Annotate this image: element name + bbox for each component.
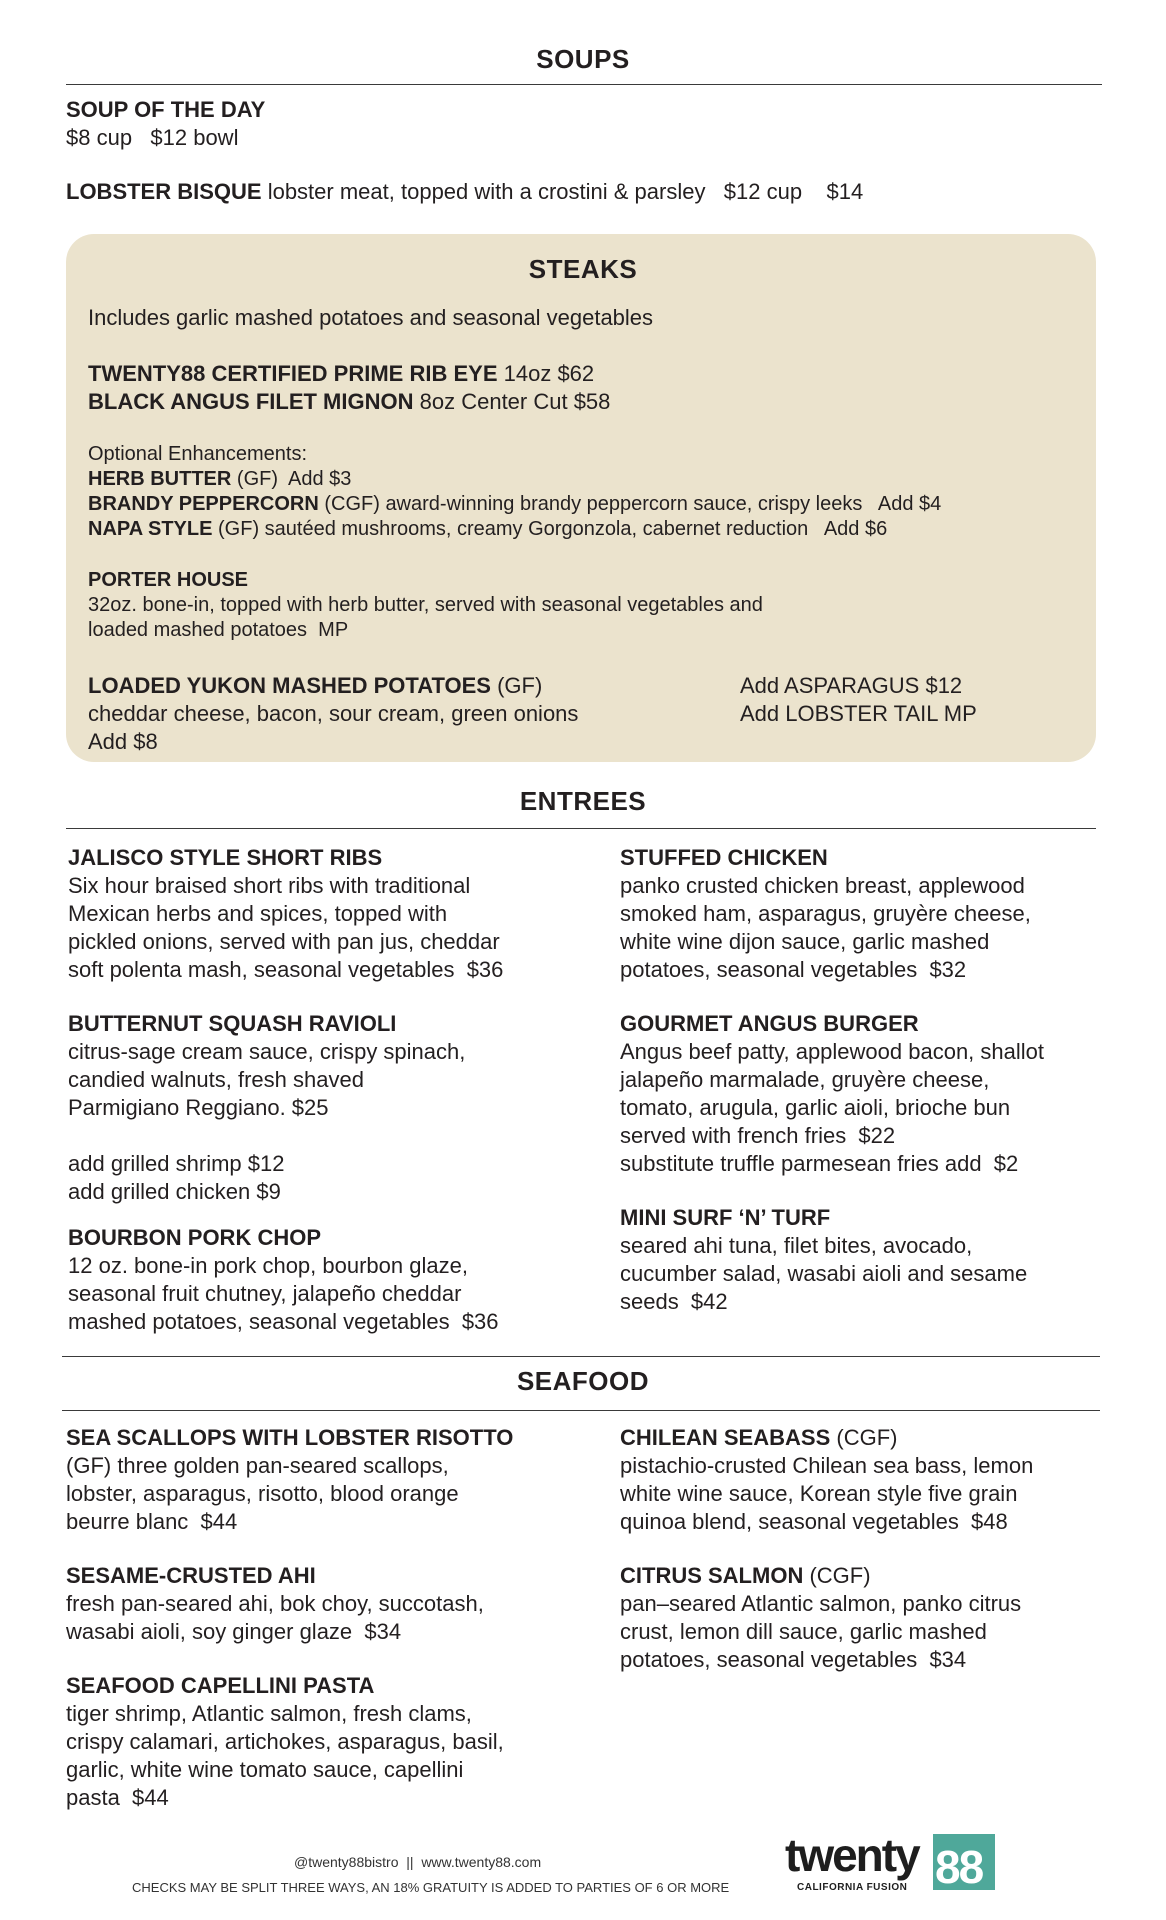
lobster-bisque	[66, 178, 863, 206]
logo-subtitle: CALIFORNIA FUSION	[797, 1882, 908, 1893]
scallops-line: lobster, asparagus, risotto, blood orange	[66, 1481, 459, 1506]
brandy-peppercorn	[88, 492, 941, 517]
soups-rule	[66, 84, 1102, 85]
brandy-name: BRANDY PEPPERCORN	[88, 493, 319, 515]
stuffed-chicken-name: STUFFED CHICKEN	[620, 845, 828, 870]
burger-line: substitute truffle parmesean fries add $2	[620, 1151, 1019, 1176]
pork-chop-line: seasonal fruit chutney, jalapeño cheddar	[68, 1281, 462, 1306]
soup-of-day-name: SOUP OF THE DAY	[66, 97, 266, 122]
add-asparagus: Add ASPARAGUS $12	[740, 673, 963, 698]
seafood-top-rule	[62, 1356, 1100, 1357]
salmon-name: CITRUS SALMON	[620, 1563, 804, 1588]
soup-of-day-prices: $8 cup $12 bowl	[66, 125, 239, 150]
seabass-name: CHILEAN SEABASS	[620, 1425, 831, 1450]
salmon-line: pan–seared Atlantic salmon, panko citrus	[620, 1591, 1022, 1616]
scallops-name: SEA SCALLOPS WITH LOBSTER RISOTTO	[66, 1425, 514, 1450]
add-lobster-tail: Add LOBSTER TAIL MP	[740, 701, 977, 726]
short-ribs-line: Six hour braised short ribs with traditional	[68, 873, 471, 898]
steaks-intro: Includes garlic mashed potatoes and seasonal vegetables	[88, 305, 654, 330]
herb-name: HERB BUTTER	[88, 468, 232, 490]
surf-turf-name: MINI SURF ‘N’ TURF	[620, 1205, 831, 1230]
burger-line: jalapeño marmalade, gruyère cheese,	[620, 1067, 990, 1092]
lobster-bisque-desc: lobster meat, topped with a crostini & parsley $12 cup $14	[267, 179, 864, 204]
brandy-desc: (CGF) award-winning brandy peppercorn sauce, crispy leeks Add $4	[324, 493, 942, 515]
loaded-line2: Add $8	[88, 729, 158, 754]
loaded-name: LOADED YUKON MASHED POTATOES	[88, 673, 491, 698]
ahi-line: wasabi aioli, soy ginger glaze $34	[66, 1619, 402, 1644]
capellini-line: garlic, white wine tomato sauce, capellini	[66, 1757, 464, 1782]
porter-house-line2: loaded mashed potatoes MP	[88, 619, 349, 641]
seafood-rule	[62, 1410, 1100, 1411]
seabass	[620, 1424, 897, 1452]
rib-eye-name: TWENTY88 CERTIFIED PRIME RIB EYE	[88, 361, 498, 386]
short-ribs-name: JALISCO STYLE SHORT RIBS	[68, 845, 383, 870]
ahi-name: SESAME-CRUSTED AHI	[66, 1563, 316, 1588]
add-shrimp: add grilled shrimp $12	[68, 1151, 285, 1176]
short-ribs-line: pickled onions, served with pan jus, cheddar	[68, 929, 500, 954]
ravioli-line: citrus-sage cream sauce, crispy spinach,	[68, 1039, 466, 1064]
short-ribs-line: soft polenta mash, seasonal vegetables $36	[68, 957, 504, 982]
filet-mignon	[88, 388, 610, 416]
logo-number: 88	[935, 1841, 983, 1893]
ravioli-name: BUTTERNUT SQUASH RAVIOLI	[68, 1011, 397, 1036]
rib-eye-desc: 14oz $62	[503, 361, 595, 386]
porter-house-line1: 32oz. bone-in, topped with herb butter, served with seasonal vegetables and	[88, 594, 763, 616]
citrus-salmon	[620, 1562, 871, 1590]
capellini-line: crispy calamari, artichokes, asparagus, basil,	[66, 1729, 504, 1754]
stuffed-chicken-line: smoked ham, asparagus, gruyère cheese,	[620, 901, 1031, 926]
pork-chop-line: 12 oz. bone-in pork chop, bourbon glaze,	[68, 1253, 468, 1278]
rib-eye	[88, 360, 594, 388]
seabass-line: white wine sauce, Korean style five grain	[620, 1481, 1018, 1506]
filet-name: BLACK ANGUS FILET MIGNON	[88, 389, 414, 414]
napa-desc: (GF) sautéed mushrooms, creamy Gorgonzola, cabernet reduction Add $6	[218, 518, 888, 540]
scallops-line: (GF) three golden pan-seared scallops,	[66, 1453, 449, 1478]
surf-turf-line: seared ahi tuna, filet bites, avocado,	[620, 1233, 973, 1258]
stuffed-chicken-line: white wine dijon sauce, garlic mashed	[620, 929, 990, 954]
porter-house-name: PORTER HOUSE	[88, 569, 249, 591]
steaks-title: STEAKS	[528, 254, 638, 284]
brand-logo	[785, 1829, 1005, 1900]
footer-social: @twenty88bistro || www.twenty88.com	[294, 1854, 542, 1870]
surf-turf-line: seeds $42	[620, 1289, 728, 1314]
loaded-tag: (GF)	[497, 673, 543, 698]
salmon-tag: (CGF)	[809, 1563, 871, 1588]
burger-name: GOURMET ANGUS BURGER	[620, 1011, 919, 1036]
filet-desc: 8oz Center Cut $58	[419, 389, 611, 414]
capellini-name: SEAFOOD CAPELLINI PASTA	[66, 1673, 375, 1698]
napa-name: NAPA STYLE	[88, 518, 213, 540]
capellini-line: tiger shrimp, Atlantic salmon, fresh clams,	[66, 1701, 472, 1726]
logo-word: twenty	[785, 1829, 919, 1881]
loaded-line1: cheddar cheese, bacon, sour cream, green onions	[88, 701, 579, 726]
loaded-potatoes	[88, 672, 542, 700]
stuffed-chicken-line: potatoes, seasonal vegetables $32	[620, 957, 967, 982]
scallops-line: beurre blanc $44	[66, 1509, 238, 1534]
ravioli-line: candied walnuts, fresh shaved	[68, 1067, 364, 1092]
burger-line: tomato, arugula, garlic aioli, brioche bun	[620, 1095, 1011, 1120]
burger-line: served with french fries $22	[620, 1123, 896, 1148]
pork-chop-line: mashed potatoes, seasonal vegetables $36	[68, 1309, 499, 1334]
surf-turf-line: cucumber salad, wasabi aioli and sesame	[620, 1261, 1028, 1286]
seafood-title: SEAFOOD	[516, 1366, 650, 1396]
short-ribs-line: Mexican herbs and spices, topped with	[68, 901, 448, 926]
herb-desc: (GF) Add $3	[236, 468, 352, 490]
seabass-line: pistachio-crusted Chilean sea bass, lemon	[620, 1453, 1034, 1478]
pork-chop-name: BOURBON PORK CHOP	[68, 1225, 322, 1250]
soups-title: SOUPS	[536, 44, 630, 74]
seabass-line: quinoa blend, seasonal vegetables $48	[620, 1509, 1008, 1534]
herb-butter	[88, 467, 351, 492]
ravioli-line: Parmigiano Reggiano. $25	[68, 1095, 329, 1120]
seabass-tag: (CGF)	[836, 1425, 898, 1450]
add-chicken: add grilled chicken $9	[68, 1179, 281, 1204]
entrees-title: ENTREES	[519, 786, 647, 816]
capellini-line: pasta $44	[66, 1785, 169, 1810]
footer-note: CHECKS MAY BE SPLIT THREE WAYS, AN 18% GRATUITY IS ADDED TO PARTIES OF 6 OR MORE	[132, 1880, 730, 1895]
ahi-line: fresh pan-seared ahi, bok choy, succotash,	[66, 1591, 484, 1616]
enhancements-label: Optional Enhancements:	[88, 443, 308, 465]
stuffed-chicken-line: panko crusted chicken breast, applewood	[620, 873, 1025, 898]
lobster-bisque-name: LOBSTER BISQUE	[66, 179, 262, 204]
burger-line: Angus beef patty, applewood bacon, shallot	[620, 1039, 1045, 1064]
salmon-line: potatoes, seasonal vegetables $34	[620, 1647, 967, 1672]
salmon-line: crust, lemon dill sauce, garlic mashed	[620, 1619, 987, 1644]
entrees-rule	[66, 828, 1096, 829]
napa-style	[88, 517, 887, 542]
